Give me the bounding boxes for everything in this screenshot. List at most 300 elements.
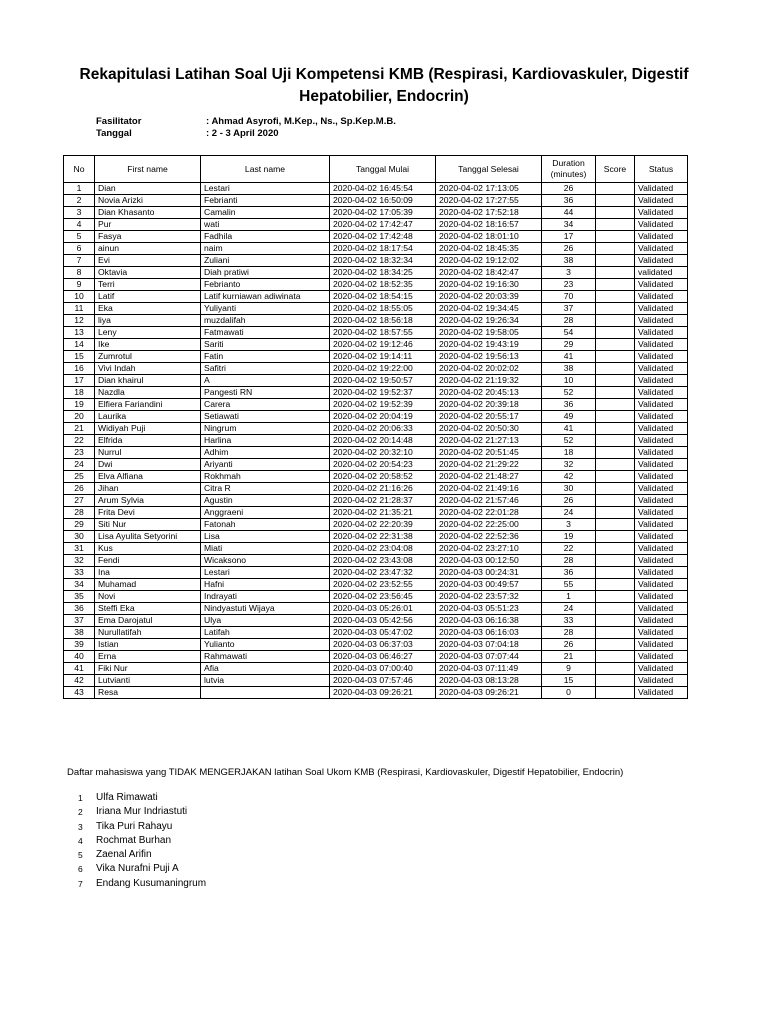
cell-score [596,339,635,351]
results-table [63,155,688,699]
cell-last-name: Yulianto [201,639,330,651]
cell-first-name: Lisa Ayulita Setyorini [95,531,201,543]
cell-score [596,291,635,303]
cell-no: 14 [64,339,95,351]
cell-score [596,363,635,375]
cell-end: 2020-04-02 20:55:17 [436,411,542,423]
cell-end: 2020-04-02 23:27:10 [436,543,542,555]
cell-end: 2020-04-02 18:01:10 [436,231,542,243]
cell-end: 2020-04-03 05:51:23 [436,603,542,615]
cell-no: 17 [64,375,95,387]
cell-start: 2020-04-03 06:37:03 [330,639,436,651]
cell-start: 2020-04-02 18:56:18 [330,315,436,327]
cell-duration: 26 [542,243,596,255]
cell-last-name: Indrayati [201,591,330,603]
table-row [64,279,688,291]
cell-no: 8 [64,267,95,279]
cell-no: 39 [64,639,95,651]
cell-score [596,447,635,459]
cell-last-name: Citra R [201,483,330,495]
meta-key: Tanggal [96,128,132,139]
cell-score [596,471,635,483]
list-item [78,820,206,834]
list-item-number: 5 [78,850,83,861]
cell-first-name: ainun [95,243,201,255]
table-row [64,495,688,507]
cell-start: 2020-04-02 17:42:47 [330,219,436,231]
cell-duration: 19 [542,531,596,543]
cell-score [596,651,635,663]
list-item [78,862,206,876]
header-duration [542,156,596,183]
cell-first-name: Latif [95,291,201,303]
cell-first-name: Fiki Nur [95,663,201,675]
cell-end: 2020-04-02 19:16:30 [436,279,542,291]
cell-end: 2020-04-03 07:04:18 [436,639,542,651]
cell-score [596,639,635,651]
cell-last-name: Agustin [201,495,330,507]
cell-end: 2020-04-02 18:45:35 [436,243,542,255]
cell-last-name: Sariti [201,339,330,351]
cell-first-name: Fendi [95,555,201,567]
cell-no: 22 [64,435,95,447]
cell-first-name: Kus [95,543,201,555]
cell-last-name: Lisa [201,531,330,543]
cell-status: Validated [635,555,688,567]
list-item [78,805,206,819]
table-row [64,435,688,447]
cell-score [596,483,635,495]
cell-status: Validated [635,231,688,243]
table-row [64,459,688,471]
cell-no: 41 [64,663,95,675]
cell-end: 2020-04-02 21:29:22 [436,459,542,471]
cell-duration: 28 [542,627,596,639]
list-item-number: 6 [78,864,83,875]
cell-duration: 0 [542,687,596,699]
cell-no: 43 [64,687,95,699]
cell-end: 2020-04-02 20:02:02 [436,363,542,375]
cell-end: 2020-04-03 00:12:50 [436,555,542,567]
table-row [64,627,688,639]
cell-start: 2020-04-02 21:16:26 [330,483,436,495]
cell-score [596,267,635,279]
cell-end: 2020-04-02 19:12:02 [436,255,542,267]
header-status: Status [635,156,688,183]
cell-last-name: Latifah [201,627,330,639]
cell-start: 2020-04-02 19:12:46 [330,339,436,351]
table-row [64,519,688,531]
table-row [64,291,688,303]
cell-duration: 37 [542,303,596,315]
cell-duration: 15 [542,675,596,687]
cell-end: 2020-04-02 19:58:05 [436,327,542,339]
cell-start: 2020-04-02 18:17:54 [330,243,436,255]
header-no: No [64,156,95,183]
cell-duration: 23 [542,279,596,291]
cell-start: 2020-04-02 20:32:10 [330,447,436,459]
cell-duration: 26 [542,639,596,651]
cell-duration: 3 [542,519,596,531]
cell-start: 2020-04-02 20:14:48 [330,435,436,447]
cell-duration: 24 [542,603,596,615]
cell-score [596,375,635,387]
meta-value: : 2 - 3 April 2020 [206,128,279,139]
cell-start: 2020-04-02 18:32:34 [330,255,436,267]
cell-end: 2020-04-02 23:57:32 [436,591,542,603]
cell-start: 2020-04-02 18:54:15 [330,291,436,303]
list-item-name: Ulfa Rimawati [96,792,158,803]
cell-last-name: Harlina [201,435,330,447]
cell-status: Validated [635,615,688,627]
cell-first-name: Nazdla [95,387,201,399]
cell-start: 2020-04-02 18:52:35 [330,279,436,291]
cell-duration: 34 [542,219,596,231]
cell-first-name: Dian [95,183,201,195]
header-end-date: Tanggal Selesai [436,156,542,183]
cell-duration: 18 [542,447,596,459]
cell-end: 2020-04-03 00:24:31 [436,567,542,579]
table-row [64,243,688,255]
table-row [64,363,688,375]
cell-no: 36 [64,603,95,615]
cell-score [596,663,635,675]
table-row [64,351,688,363]
cell-start: 2020-04-02 19:22:00 [330,363,436,375]
cell-last-name: lutvia [201,675,330,687]
cell-first-name: Arum Sylvia [95,495,201,507]
meta-key: Fasilitator [96,116,142,127]
header-duration-line2: (minutes) [550,169,587,179]
cell-status: Validated [635,471,688,483]
meta-row [96,128,396,140]
absent-caption: Daftar mahasiswa yang TIDAK MENGERJAKAN latihan Soal Ukom KMB (Respirasi, Kardiovaskuler, Digestif Hepatobilier, Endocrin) [67,767,624,778]
cell-start: 2020-04-02 18:34:25 [330,267,436,279]
cell-end: 2020-04-02 21:27:13 [436,435,542,447]
cell-no: 5 [64,231,95,243]
list-item-number: 7 [78,878,83,889]
cell-status: Validated [635,243,688,255]
list-item-name: Iriana Mur Indriastuti [96,806,188,818]
cell-first-name: Dwi [95,459,201,471]
cell-end: 2020-04-02 20:03:39 [436,291,542,303]
list-item [78,791,206,805]
absent-list [78,791,206,891]
cell-start: 2020-04-02 23:52:55 [330,579,436,591]
cell-score [596,195,635,207]
cell-first-name: Novi [95,591,201,603]
cell-end: 2020-04-02 19:34:45 [436,303,542,315]
document-title [60,64,708,108]
cell-no: 38 [64,627,95,639]
cell-no: 28 [64,507,95,519]
cell-status: Validated [635,531,688,543]
title-line-1: Rekapitulasi Latihan Soal Uji Kompetensi KMB (Respirasi, Kardiovaskuler, Digestif [79,66,689,83]
cell-end: 2020-04-03 06:16:38 [436,615,542,627]
cell-score [596,615,635,627]
table-row [64,207,688,219]
cell-last-name [201,687,330,699]
cell-duration: 36 [542,195,596,207]
cell-first-name: Widiyah Puji [95,423,201,435]
cell-first-name: Ina [95,567,201,579]
cell-duration: 28 [542,555,596,567]
table-row [64,675,688,687]
cell-end: 2020-04-03 08:13:28 [436,675,542,687]
list-item-name: Endang Kusumaningrum [96,877,207,889]
cell-status: Validated [635,207,688,219]
cell-first-name: Dian khairul [95,375,201,387]
cell-last-name: Ulya [201,615,330,627]
cell-status: Validated [635,651,688,663]
cell-duration: 49 [542,411,596,423]
cell-no: 40 [64,651,95,663]
cell-status: Validated [635,255,688,267]
cell-status: validated [635,267,688,279]
cell-end: 2020-04-02 21:49:16 [436,483,542,495]
table-row [64,555,688,567]
cell-duration: 55 [542,579,596,591]
meta-value: : Ahmad Asyrofi, M.Kep., Ns., Sp.Kep.M.B. [206,116,396,127]
cell-status: Validated [635,363,688,375]
cell-score [596,435,635,447]
cell-first-name: Zumrotul [95,351,201,363]
cell-status: Validated [635,627,688,639]
cell-duration: 52 [542,387,596,399]
cell-start: 2020-04-03 07:00:40 [330,663,436,675]
cell-start: 2020-04-02 21:28:37 [330,495,436,507]
table-row [64,183,688,195]
cell-duration: 29 [542,339,596,351]
cell-score [596,531,635,543]
cell-last-name: Camalin [201,207,330,219]
cell-status: Validated [635,675,688,687]
list-item-number: 3 [78,821,83,832]
cell-start: 2020-04-02 19:50:57 [330,375,436,387]
cell-last-name: Afia [201,663,330,675]
cell-first-name: Steffi Eka [95,603,201,615]
table-row [64,387,688,399]
cell-last-name: Yuliyanti [201,303,330,315]
cell-no: 24 [64,459,95,471]
cell-last-name: Zuliani [201,255,330,267]
cell-last-name: Rokhmah [201,471,330,483]
cell-start: 2020-04-02 18:55:05 [330,303,436,315]
cell-no: 15 [64,351,95,363]
cell-no: 33 [64,567,95,579]
cell-no: 1 [64,183,95,195]
cell-first-name: Oktavia [95,267,201,279]
cell-status: Validated [635,387,688,399]
cell-last-name: Adhim [201,447,330,459]
table-row [64,339,688,351]
cell-score [596,183,635,195]
cell-start: 2020-04-03 05:47:02 [330,627,436,639]
cell-duration: 38 [542,255,596,267]
cell-duration: 36 [542,399,596,411]
cell-last-name: Fadhila [201,231,330,243]
cell-last-name: Rahmawati [201,651,330,663]
cell-start: 2020-04-02 20:58:52 [330,471,436,483]
cell-no: 23 [64,447,95,459]
list-item-name: Zaenal Arifin [96,849,152,861]
cell-duration: 28 [542,315,596,327]
cell-status: Validated [635,483,688,495]
cell-first-name: Elfrida [95,435,201,447]
table-row [64,663,688,675]
cell-score [596,687,635,699]
cell-score [596,675,635,687]
list-item [78,834,206,848]
cell-end: 2020-04-02 18:16:57 [436,219,542,231]
cell-duration: 1 [542,591,596,603]
cell-end: 2020-04-02 20:39:18 [436,399,542,411]
cell-no: 26 [64,483,95,495]
cell-first-name: Evi [95,255,201,267]
cell-status: Validated [635,303,688,315]
cell-first-name: Novia Arizki [95,195,201,207]
cell-start: 2020-04-02 22:31:38 [330,531,436,543]
table-row [64,255,688,267]
header-first-name: First name [95,156,201,183]
cell-end: 2020-04-02 19:43:19 [436,339,542,351]
cell-duration: 30 [542,483,596,495]
cell-end: 2020-04-02 21:57:46 [436,495,542,507]
cell-last-name: Miati [201,543,330,555]
cell-last-name: Ningrum [201,423,330,435]
cell-end: 2020-04-03 06:16:03 [436,627,542,639]
table-row [64,447,688,459]
cell-no: 35 [64,591,95,603]
title-line-2: Hepatobilier, Endocrin) [299,88,469,105]
cell-start: 2020-04-02 23:43:08 [330,555,436,567]
cell-score [596,243,635,255]
cell-first-name: Pur [95,219,201,231]
document-meta [96,116,396,140]
cell-start: 2020-04-03 05:42:56 [330,615,436,627]
header-start-date: Tanggal Mulai [330,156,436,183]
cell-start: 2020-04-02 18:57:55 [330,327,436,339]
cell-first-name: Istian [95,639,201,651]
cell-first-name: Ike [95,339,201,351]
cell-start: 2020-04-02 23:47:32 [330,567,436,579]
cell-start: 2020-04-02 20:04:19 [330,411,436,423]
cell-score [596,507,635,519]
cell-duration: 26 [542,495,596,507]
table-header-row [64,156,688,183]
cell-status: Validated [635,399,688,411]
cell-score [596,591,635,603]
cell-status: Validated [635,447,688,459]
cell-status: Validated [635,291,688,303]
cell-first-name: Laurika [95,411,201,423]
cell-no: 7 [64,255,95,267]
table-row [64,615,688,627]
cell-score [596,423,635,435]
cell-duration: 3 [542,267,596,279]
list-item-name: Tika Puri Rahayu [96,820,173,832]
cell-score [596,603,635,615]
cell-no: 29 [64,519,95,531]
cell-duration: 17 [542,231,596,243]
cell-start: 2020-04-03 06:46:27 [330,651,436,663]
cell-score [596,495,635,507]
cell-end: 2020-04-02 19:56:13 [436,351,542,363]
cell-duration: 52 [542,435,596,447]
cell-last-name: Hafni [201,579,330,591]
cell-score [596,399,635,411]
cell-start: 2020-04-02 20:54:23 [330,459,436,471]
cell-no: 4 [64,219,95,231]
cell-end: 2020-04-02 21:19:32 [436,375,542,387]
cell-last-name: Fatmawati [201,327,330,339]
cell-start: 2020-04-02 20:06:33 [330,423,436,435]
cell-start: 2020-04-02 19:52:39 [330,399,436,411]
cell-start: 2020-04-02 16:50:09 [330,195,436,207]
table-row [64,375,688,387]
table-row [64,507,688,519]
cell-status: Validated [635,183,688,195]
cell-first-name: Resa [95,687,201,699]
cell-status: Validated [635,327,688,339]
table-row [64,411,688,423]
cell-start: 2020-04-03 05:26:01 [330,603,436,615]
cell-duration: 44 [542,207,596,219]
cell-no: 19 [64,399,95,411]
table-row [64,531,688,543]
cell-score [596,207,635,219]
cell-last-name: Diah pratiwi [201,267,330,279]
cell-start: 2020-04-02 22:20:39 [330,519,436,531]
cell-start: 2020-04-02 17:42:48 [330,231,436,243]
table-row [64,327,688,339]
cell-last-name: Setiawati [201,411,330,423]
cell-first-name: Siti Nur [95,519,201,531]
cell-score [596,303,635,315]
list-item-name: Vika Nurafni Puji A [96,863,179,875]
cell-last-name: naim [201,243,330,255]
cell-first-name: Terri [95,279,201,291]
cell-score [596,219,635,231]
cell-status: Validated [635,411,688,423]
header-score: Score [596,156,635,183]
cell-last-name: Febrianto [201,279,330,291]
header-last-name: Last name [201,156,330,183]
cell-last-name: Lestari [201,183,330,195]
cell-status: Validated [635,195,688,207]
cell-no: 21 [64,423,95,435]
cell-no: 34 [64,579,95,591]
cell-first-name: Erna [95,651,201,663]
meta-row [96,116,396,128]
cell-first-name: Fasya [95,231,201,243]
cell-status: Validated [635,279,688,291]
cell-score [596,231,635,243]
cell-no: 31 [64,543,95,555]
table-row [64,639,688,651]
cell-last-name: Ariyanti [201,459,330,471]
header-duration-line1: Duration [552,158,585,168]
cell-start: 2020-04-02 19:14:11 [330,351,436,363]
cell-no: 30 [64,531,95,543]
table-row [64,399,688,411]
cell-no: 3 [64,207,95,219]
table-row [64,579,688,591]
cell-no: 6 [64,243,95,255]
table-row [64,483,688,495]
cell-end: 2020-04-03 07:11:49 [436,663,542,675]
cell-first-name: Jihan [95,483,201,495]
